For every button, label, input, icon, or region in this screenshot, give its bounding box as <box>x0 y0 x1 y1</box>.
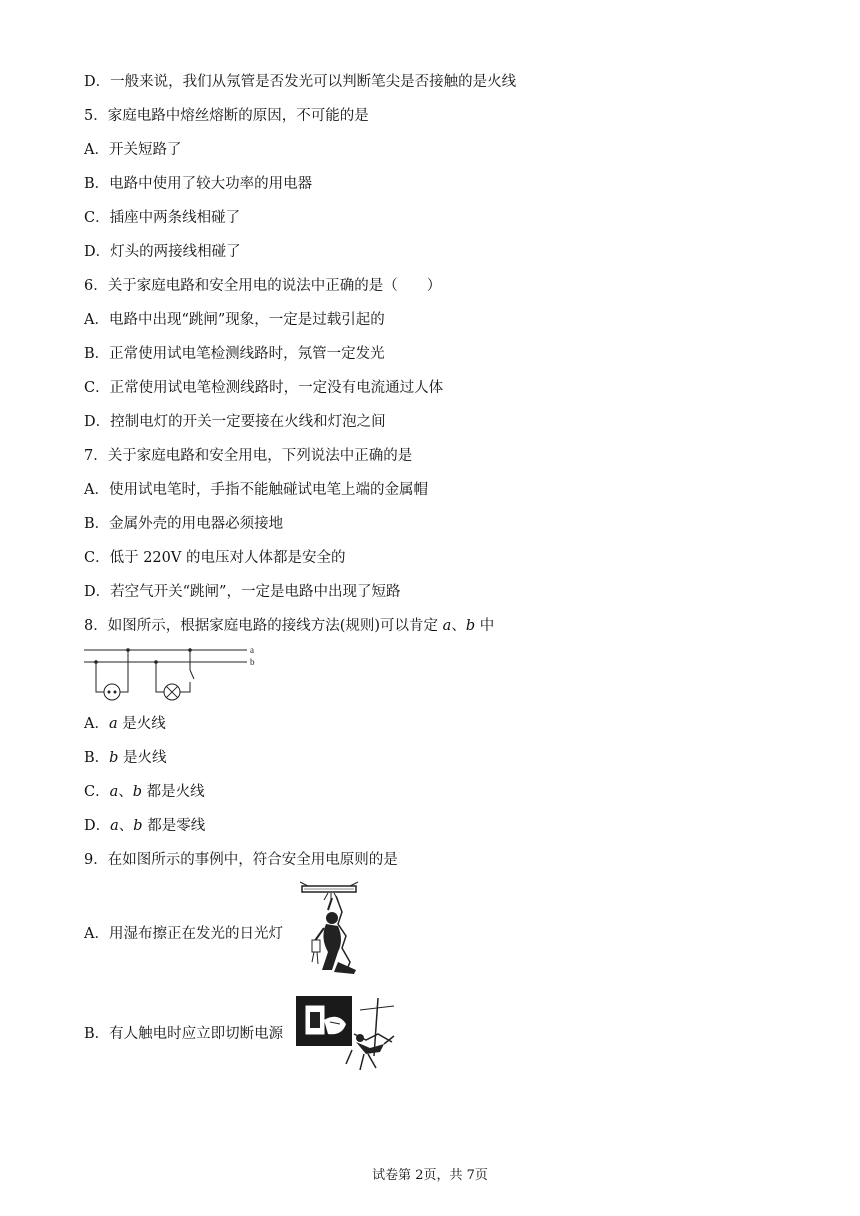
q5-option-a: A．开关短路了 <box>84 142 182 158</box>
q8-option-b: B．b 是火线 <box>84 750 167 766</box>
q7-option-b: B．金属外壳的用电器必须接地 <box>84 516 284 532</box>
q8-circuit-diagram <box>84 640 260 706</box>
wet-cloth-lamp-illustration <box>298 878 366 976</box>
q6-option-d: D．控制电灯的开关一定要接在火线和灯泡之间 <box>84 414 386 430</box>
q8-stem: 8．如图所示，根据家庭电路的接线方法(规则)可以肯定 a、b 中 <box>84 618 495 634</box>
q7-stem: 7．关于家庭电路和安全用电，下列说法中正确的是 <box>84 448 413 464</box>
q6-option-c: C．正常使用试电笔检测线路时，一定没有电流通过人体 <box>84 380 444 396</box>
cut-power-illustration <box>294 994 398 1074</box>
q5-stem: 5．家庭电路中熔丝熔断的原因，不可能的是 <box>84 108 369 124</box>
q8-option-d: D．a、b 都是零线 <box>84 818 206 834</box>
wire-label-b: b <box>250 657 255 667</box>
q6-stem: 6．关于家庭电路和安全用电的说法中正确的是（ ） <box>84 278 442 294</box>
q5-option-b: B．电路中使用了较大功率的用电器 <box>84 176 313 192</box>
wire-label-a: a <box>250 645 254 655</box>
q5-option-c: C．插座中两条线相碰了 <box>84 210 241 226</box>
socket-icon <box>104 684 120 700</box>
q6-option-b: B．正常使用试电笔检测线路时，氖管一定发光 <box>84 346 385 362</box>
q7-option-c: C．低于 220V 的电压对人体都是安全的 <box>84 550 346 566</box>
lamp-icon <box>164 684 180 700</box>
q4-option-d: D．一般来说，我们从氖管是否发光可以判断笔尖是否接触的是火线 <box>84 74 517 90</box>
q7-option-a: A．使用试电笔时，手指不能触碰试电笔上端的金属帽 <box>84 482 428 498</box>
q6-option-a: A．电路中出现“跳闸”现象，一定是过载引起的 <box>84 312 385 328</box>
q8-option-a: A．a 是火线 <box>84 716 166 732</box>
q7-option-d: D．若空气开关“跳闸”，一定是电路中出现了短路 <box>84 584 401 600</box>
page-footer: 试卷第 2页，共 7页 <box>372 1168 488 1183</box>
q8-option-c: C．a、b 都是火线 <box>84 784 205 800</box>
q9-option-b: B．有人触电时应立即切断电源 <box>84 1026 284 1042</box>
q9-stem: 9．在如图所示的事例中，符合安全用电原则的是 <box>84 852 398 868</box>
q5-option-d: D．灯头的两接线相碰了 <box>84 244 241 260</box>
q9-option-a: A．用湿布擦正在发光的日光灯 <box>84 926 283 942</box>
